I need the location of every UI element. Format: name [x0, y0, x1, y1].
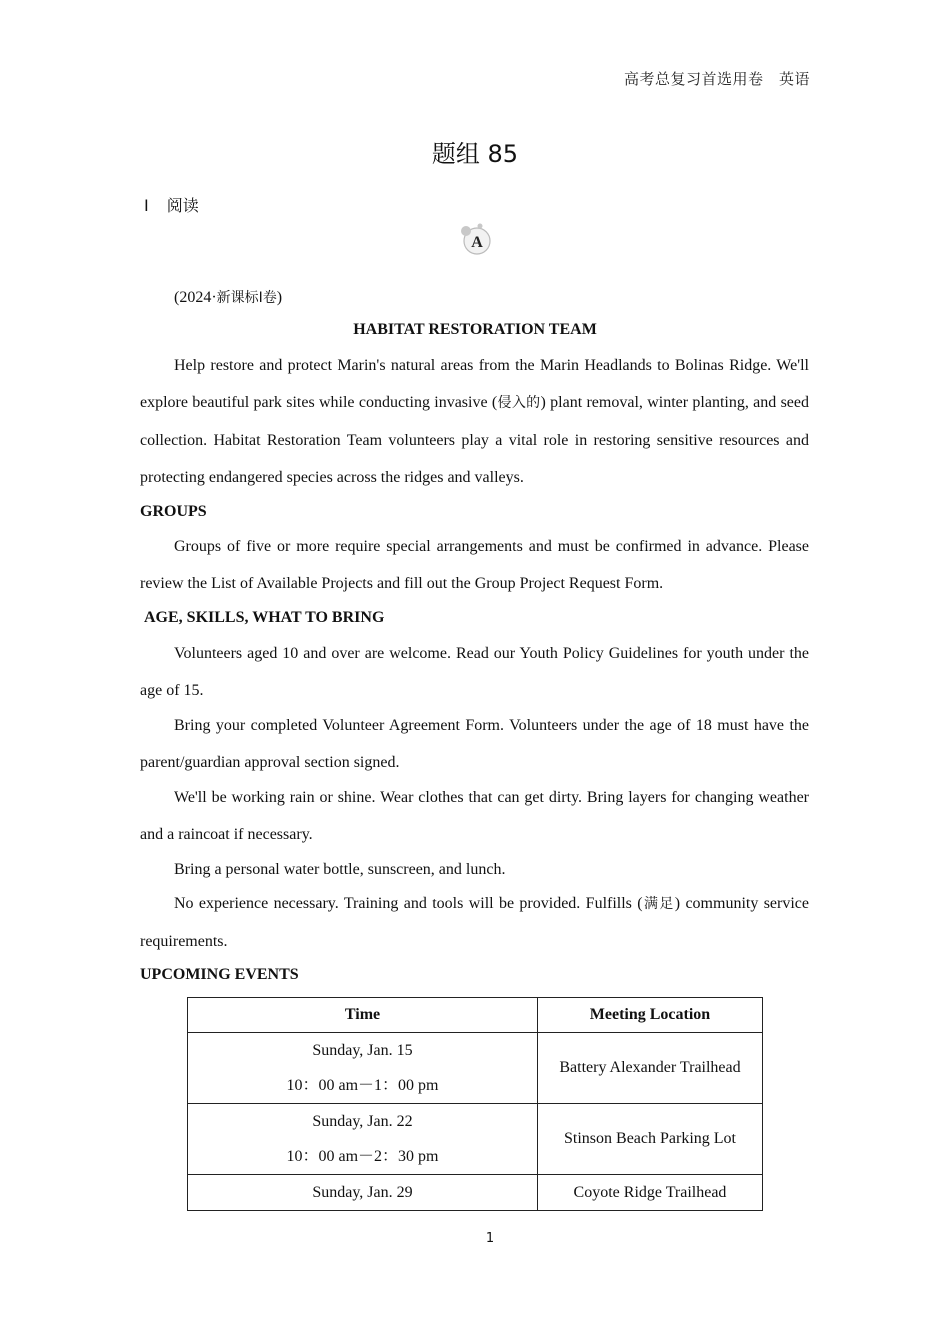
section-label: 阅读	[166, 196, 199, 215]
table-row	[188, 1104, 763, 1175]
badge-circle-icon	[460, 222, 494, 256]
source-exam: 新课标Ⅰ卷	[216, 290, 277, 306]
intro-paragraph	[140, 347, 809, 496]
intro-cn-gloss: 侵入的	[497, 395, 541, 411]
event-time-cell	[188, 1104, 538, 1175]
events-table	[187, 997, 763, 1211]
source-close: )	[276, 289, 283, 306]
source-year: (2024·	[174, 289, 217, 306]
passage-title: HABITAT RESTORATION TEAM	[353, 321, 597, 338]
page-number: 1	[485, 1231, 495, 1246]
age-p5-part2: ) community service requirements.	[140, 895, 810, 950]
page-title: 题组 85	[431, 140, 519, 168]
event-location: Coyote Ridge Trailhead	[538, 1175, 763, 1211]
badge-letter: A	[471, 234, 483, 251]
groups-paragraph: Groups of five or more require special arrangements and must be confirmed in advance. Please review the List of Available Projects and fill out the Group Project Request Form.	[140, 538, 809, 592]
source-line	[174, 287, 282, 307]
age-p5-part1: No experience necessary. Training and tools will be provided. Fulfills (	[174, 895, 643, 912]
age-paragraph-2: Bring your completed Volunteer Agreement Form. Volunteers under the age of 18 must have the parent/guardian approval section signed.	[140, 717, 809, 771]
age-paragraph-3: We'll be working rain or shine. Wear clothes that can get dirty. Bring layers for changing weather and a raincoat if necessary.	[140, 789, 809, 843]
header-subject: 高考总复习首选用卷 英语	[623, 70, 810, 88]
age-paragraph-1: Volunteers aged 10 and over are welcome. Read our Youth Policy Guidelines for youth under the age of 15.	[140, 645, 809, 699]
age-p5-cn-gloss: 满足	[642, 896, 675, 912]
event-location: Stinson Beach Parking Lot	[538, 1104, 763, 1175]
col-location-header: Meeting Location	[538, 998, 763, 1033]
event-date: Sunday, Jan. 15	[312, 1042, 413, 1059]
event-location: Battery Alexander Trailhead	[538, 1033, 763, 1104]
passage-badge	[460, 222, 494, 256]
age-paragraph-4: Bring a personal water bottle, sunscreen, and lunch.	[174, 861, 506, 878]
section-numeral: Ⅰ	[144, 196, 149, 215]
table-row	[188, 1033, 763, 1104]
event-hours: 10：00 am－1：00 pm	[286, 1077, 439, 1094]
intro-part2: ) plant removal, winter planting, and seed collection. Habitat Restoration Team volunteers play a vital role in restoring sensitive resources and protecting endangered species across the ridges and valleys.	[140, 394, 810, 486]
section-heading	[144, 193, 199, 216]
table-row	[188, 1175, 763, 1211]
event-time-cell	[188, 1033, 538, 1104]
events-heading: UPCOMING EVENTS	[140, 966, 299, 983]
age-heading: AGE, SKILLS, WHAT TO BRING	[144, 609, 385, 626]
event-hours: 10：00 am－2：30 pm	[286, 1148, 439, 1165]
event-time-cell	[188, 1175, 538, 1211]
event-date: Sunday, Jan. 29	[312, 1184, 413, 1201]
age-paragraph-5	[140, 885, 809, 960]
groups-heading: GROUPS	[140, 503, 207, 520]
intro-part1: Help restore and protect Marin's natural areas from the Marin Headlands to Bolinas Ridge. We'll explore beautiful park sites while conducting invasive (	[140, 357, 809, 411]
events-header-row	[188, 998, 763, 1033]
col-time-header: Time	[188, 998, 538, 1033]
event-date: Sunday, Jan. 22	[312, 1113, 413, 1130]
